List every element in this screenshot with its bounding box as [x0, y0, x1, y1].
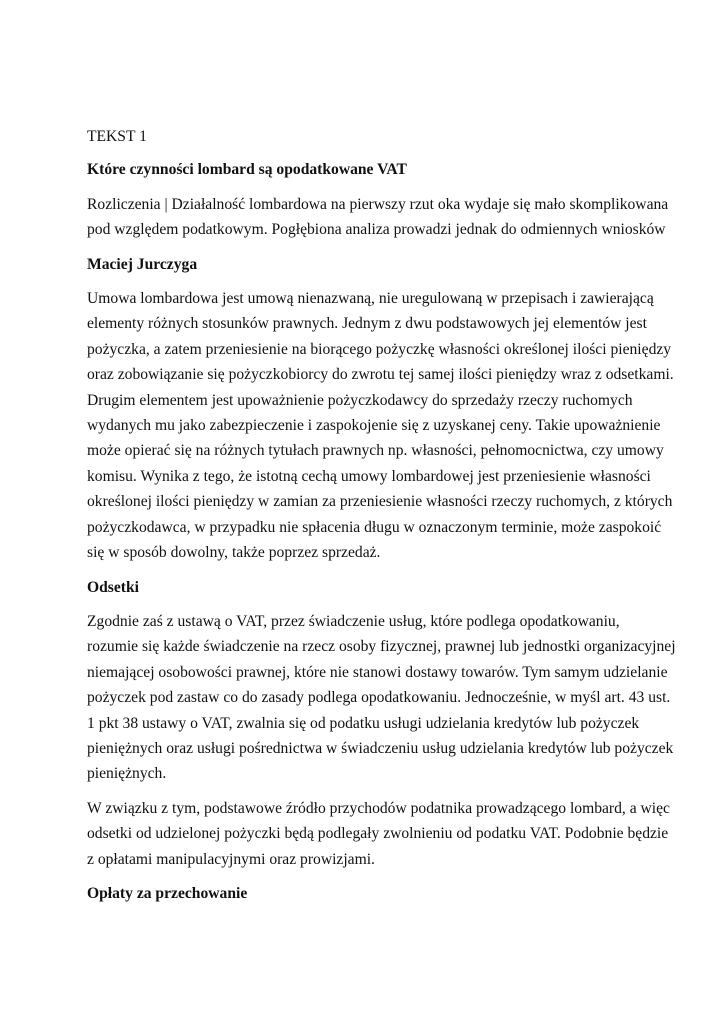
- text-line: może opierać się na różnych tytułach prawnych np. własności, pełnomocnictwa, czy umowy: [87, 442, 664, 460]
- text-line: określonej ilości pieniędzy w zamian za przeniesienie własności rzeczy ruchomych, z których: [87, 493, 673, 511]
- text-line: Zgodnie zaś z ustawą o VAT, przez świadczenie usług, które podlega opodatkowaniu,: [87, 612, 620, 630]
- text-line: oraz zobowiązanie się pożyczkobiorcy do zwrotu tej samej ilości pieniędzy wraz z odsetkami.: [87, 366, 674, 384]
- text-label: TEKST 1: [87, 128, 147, 145]
- text-line: 1 pkt 38 ustawy o VAT, zwalnia się od podatku usługi udzielania kredytów lub pożyczek: [87, 714, 640, 732]
- text-line: się w sposób dowolny, także poprzez sprzedaż.: [87, 544, 381, 562]
- text-line: pożyczek pod zastaw co do zasady podlega opodatkowaniu. Jednocześnie, w myśl art. 43 ust.: [87, 689, 671, 707]
- text-line: komisu. Wynika z tego, że istotną cechą umowy lombardowej jest przeniesienie własności: [87, 467, 651, 485]
- section-heading-oplaty: Opłaty za przechowanie: [87, 884, 248, 902]
- lead-line: pod względem podatkowym. Pogłębiona analiza prowadzi jednak do odmiennych wniosków: [87, 221, 666, 239]
- document-body: [87, 124, 676, 915]
- text-line: Drugim elementem jest upoważnienie pożyczkodawcy do sprzedaży rzeczy ruchomych: [87, 391, 633, 409]
- paragraph-vat-services: [87, 609, 676, 787]
- section-heading-odsetki: Odsetki: [87, 578, 139, 596]
- text-line: W związku z tym, podstawowe źródło przychodów podatnika prowadzącego lombard, a więc: [87, 799, 670, 817]
- text-line: Umowa lombardowa jest umową nienazwaną, nie uregulowaną w przepisach i zawierającą: [87, 290, 654, 308]
- article-title: Które czynności lombard są opodatkowane VAT: [87, 161, 407, 179]
- text-line: pożyczka, a zatem przeniesienie na biorącego pożyczkę własności określonej ilości pieniędzy: [87, 340, 672, 358]
- text-line: rozumie się każde świadczenie na rzecz osoby fizycznej, prawnej lub jednostki organizacyjnej: [87, 638, 676, 656]
- author-name: Maciej Jurczyga: [87, 255, 198, 273]
- text-line: z opłatami manipulacyjnymi oraz prowizjami.: [87, 850, 375, 868]
- text-line: pieniężnych.: [87, 765, 167, 783]
- text-line: elementy różnych stosunków prawnych. Jednym z dwu podstawowych jej elementów jest: [87, 315, 647, 333]
- text-line: niemającej osobowości prawnej, które nie stanowi dostawy towarów. Tym samym udzielanie: [87, 663, 668, 681]
- lead-paragraph: [87, 192, 669, 243]
- paragraph-interest-exemption: [87, 796, 670, 872]
- text-line: pieniężnych oraz usługi pośrednictwa w świadczeniu usług udzielania kredytów lub pożyczek: [87, 739, 674, 757]
- paragraph-lombard-agreement: [87, 286, 674, 565]
- text-line: pożyczkodawca, w przypadku nie spłacenia długu w oznaczonym terminie, może zaspokoić: [87, 518, 662, 536]
- lead-line: Rozliczenia | Działalność lombardowa na pierwszy rzut oka wydaje się mało skomplikowana: [87, 195, 669, 213]
- text-line: wydanych mu jako zabezpieczenie i zaspokojenie się z uzyskanej ceny. Takie upoważnienie: [87, 417, 661, 435]
- text-line: odsetki od udzielonej pożyczki będą podlegały zwolnieniu od podatku VAT. Podobnie będzie: [87, 825, 669, 843]
